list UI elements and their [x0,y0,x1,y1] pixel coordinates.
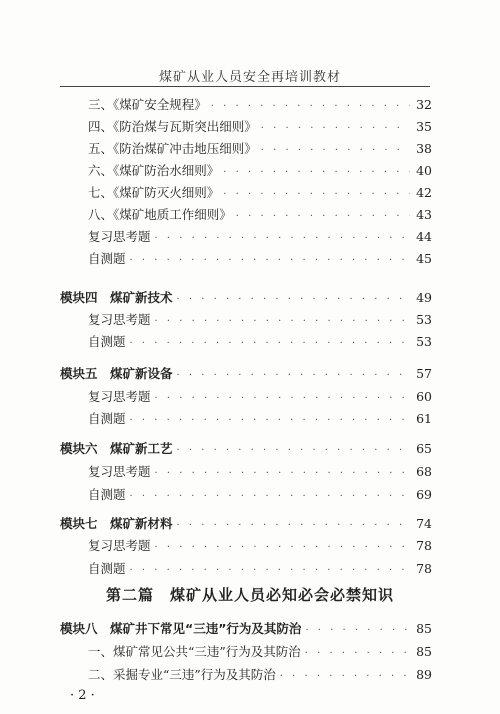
toc-entry[interactable] [88,463,432,481]
toc-entry-label: 五、《防治煤矿冲击地压细则》 [88,141,257,156]
toc-entry-page: 65 [416,441,432,456]
toc-entry[interactable] [88,228,432,246]
leader-dots [177,367,410,385]
leader-dots [261,142,410,160]
toc-entry-page: 85 [416,621,432,636]
toc-entry-label: 二、采掘专业“三违”行为及其防治 [88,667,276,682]
toc-entry-page: 42 [416,185,432,200]
toc-entry[interactable] [88,162,432,180]
toc-entry[interactable] [88,96,432,114]
toc-entry[interactable] [88,184,432,202]
toc-entry-label: 八、《煤矿地质工作细则》 [88,207,232,222]
toc-entry-page: 38 [416,141,432,156]
toc-entry[interactable] [88,537,432,555]
leader-dots [130,412,410,430]
leader-dots [236,208,410,226]
toc-entry-page: 85 [416,644,432,659]
toc-entry-label: 复习思考题 [88,312,151,327]
leader-dots [155,390,410,408]
toc-entry[interactable] [88,643,432,661]
leader-dots [280,668,410,686]
toc-entry-label: 自测题 [88,334,126,349]
toc-entry-label: 复习思考题 [88,464,151,479]
toc-entry-page: 61 [416,411,432,426]
toc-entry-label: 四、《防治煤与瓦斯突出细则》 [88,119,257,134]
toc-entry[interactable] [88,206,432,224]
toc-entry[interactable] [88,333,432,351]
leader-dots [130,252,410,270]
header-rule [60,86,430,87]
toc-entry[interactable] [88,140,432,158]
leader-dots [155,465,410,483]
page-number: · 2 · [70,688,95,703]
toc-module-entry[interactable] [60,515,432,533]
toc-entry-page: 69 [416,487,432,502]
toc-entry-label: 复习思考题 [88,538,151,553]
toc-entry-page: 57 [416,366,432,381]
toc-entry-page: 74 [416,516,432,531]
toc-entry[interactable] [88,250,432,268]
toc-entry-label: 六、《煤矿防治水细则》 [88,163,220,178]
leader-dots [130,335,410,353]
toc-entry-page: 60 [416,389,432,404]
toc-entry[interactable] [88,118,432,136]
leader-dots [261,120,410,138]
toc-entry-label: 自测题 [88,561,126,576]
leader-dots [130,488,410,506]
leader-dots [305,645,410,663]
leader-dots [155,230,410,248]
leader-dots [305,622,410,640]
toc-module-entry[interactable] [60,289,432,307]
toc-entry-page: 40 [416,163,432,178]
toc-entry-label: 一、煤矿常见公共“三违”行为及其防治 [88,644,301,659]
part-title: 第二篇 煤矿从业人员必知必会必禁知识 [105,586,394,604]
leader-dots [223,164,410,182]
toc-entry-label: 复习思考题 [88,389,151,404]
toc-entry-page: 78 [416,538,432,553]
toc-entry-label: 模块七 煤矿新材料 [60,516,173,531]
toc-entry[interactable] [88,311,432,329]
toc-entry-page: 89 [416,667,432,682]
toc-entry-label: 自测题 [88,411,126,426]
toc-entry-page: 53 [416,334,432,349]
toc-entry-label: 自测题 [88,487,126,502]
toc-entry-label: 模块五 煤矿新设备 [60,366,173,381]
leader-dots [223,186,410,204]
leader-dots [130,562,410,580]
toc-entry-label: 自测题 [88,251,126,266]
leader-dots [211,98,410,116]
toc-entry[interactable] [88,388,432,406]
toc-entry-page: 78 [416,561,432,576]
toc-entry-label: 模块四 煤矿新技术 [60,290,173,305]
leader-dots [155,313,410,331]
toc-entry[interactable] [88,666,432,684]
toc-entry[interactable] [88,560,432,578]
toc-module-entry[interactable] [60,440,432,458]
toc-entry-label: 模块六 煤矿新工艺 [60,441,173,456]
leader-dots [177,517,410,535]
toc-entry-page: 43 [416,207,432,222]
running-header: 煤矿从业人员安全再培训教材 [158,70,341,85]
toc-module-entry[interactable] [60,365,432,383]
toc-entry-page: 32 [416,97,432,112]
toc-entry-page: 53 [416,312,432,327]
toc-entry-label: 三、《煤矿安全规程》 [88,97,207,112]
toc-entry[interactable] [88,410,432,428]
toc-entry-label: 模块八 煤矿井下常见“三违”行为及其防治 [60,621,302,636]
toc-entry-page: 68 [416,464,432,479]
toc-entry-label: 复习思考题 [88,229,151,244]
leader-dots [177,291,410,309]
toc-module-entry[interactable] [60,620,432,638]
leader-dots [155,539,410,557]
toc-entry-page: 44 [416,229,432,244]
leader-dots [177,442,410,460]
toc-entry-page: 49 [416,290,432,305]
toc-entry-label: 七、《煤矿防灭火细则》 [88,185,220,200]
toc-entry-page: 35 [416,119,432,134]
toc-entry-page: 45 [416,251,432,266]
toc-entry[interactable] [88,486,432,504]
